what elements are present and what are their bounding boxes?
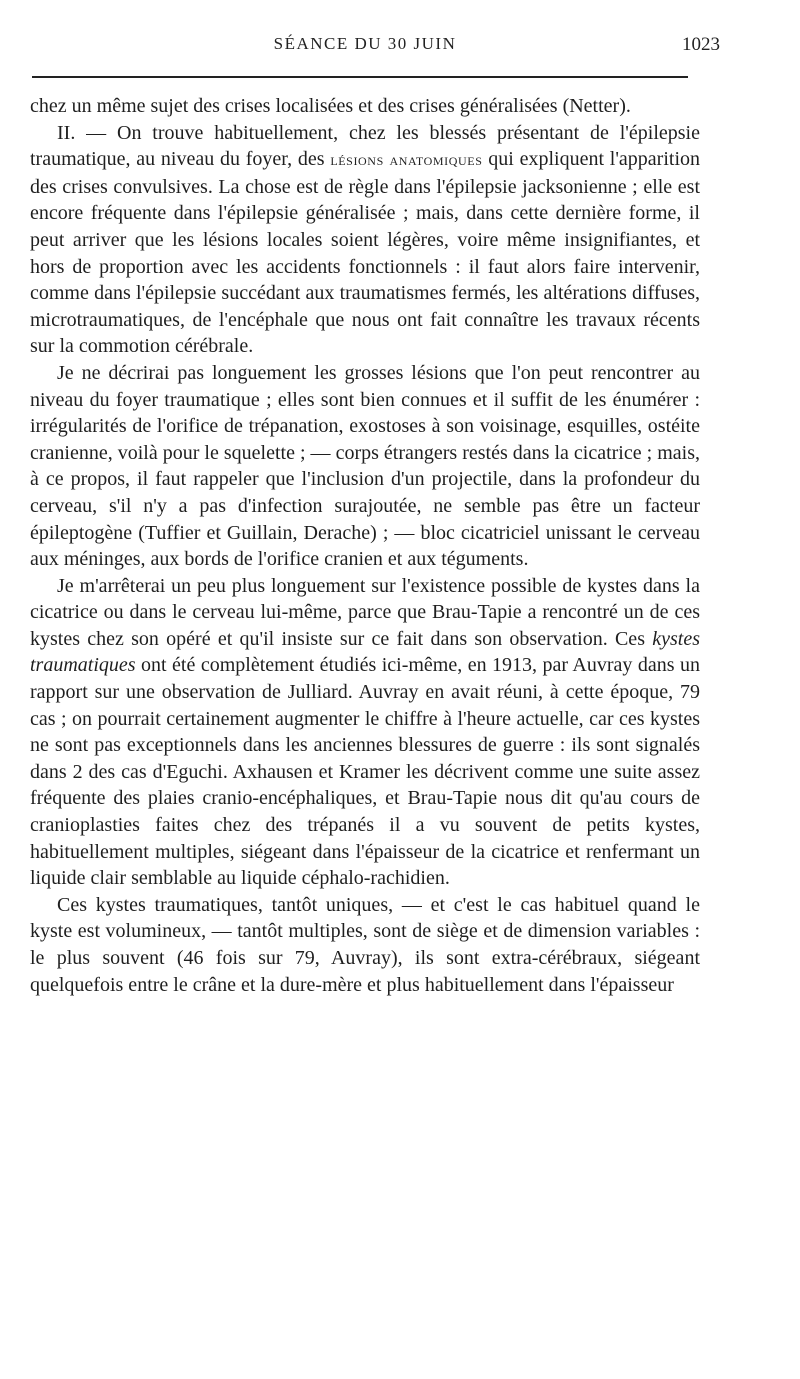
paragraph-4 (30, 573, 700, 892)
paragraph-2 (30, 120, 700, 360)
header-rule (32, 76, 688, 78)
page-number: 1023 (682, 34, 720, 55)
paragraph-5: Ces kystes traumatiques, tantôt uniques, — et c'est le cas habituel quand le kyste est volumineux, — tantôt multiples, sont de siège et de dimension variables : le plus souvent (46 fois sur 79, Auvray), ils sont extra-cérébraux, siégeant quelquefois entre le crâne et la dure-mère et plus habituellement dans l'épaisseur (30, 893, 700, 996)
paragraph-2-part-a: II. — On trouve habituellement, chez les blessés présentant de l'épilepsie traumatique, au niveau du foyer, des (30, 121, 700, 171)
running-head: SÉANCE DU 30 JUIN (273, 34, 457, 53)
body-text (30, 93, 700, 998)
paragraph-2-part-b: qui expliquent l'apparition des crises convulsives. La chose est de règle dans l'épilepsie jacksonienne ; elle est encore fréquente dans l'épilepsie généralisée ; mais, dans cette dernière forme, il peut arriver que les lésions locales soient légères, voire même insignifiantes, et hors de proportion avec les accidents fonctionnels : il faut alors faire intervenir, comme dans l'épilepsie succédant aux traumatismes fermés, les altérations diffuses, microtraumatiques, de l'encéphale que nous ont fait connaître les travaux récents sur la commotion cérébrale. (30, 148, 701, 358)
paragraph-1: chez un même sujet des crises localisées et des crises généralisées (Netter). (30, 95, 631, 117)
page-header (30, 34, 720, 64)
italic-term: kystes traumatiques (30, 627, 700, 677)
paragraph-3: Je ne décrirai pas longuement les grosses lésions que l'on peut rencontrer au niveau du foyer traumatique ; elles sont bien connues et il suffit de les énumérer : irrégularités de l'orifice de trépanation, exostoses à son voisinage, esquilles, ostéite cranienne, voilà pour le squelette ; — corps étrangers restés dans la cicatrice ; mais, à ce propos, il faut rappeler que l'inclusion d'un projectile, dans la profondeur du cerveau, s'il n'y a pas d'infection surajoutée, ne semble pas être un facteur épileptogène (Tuffier et Guillain, Derache) ; — bloc cicatriciel unissant le cerveau aux méninges, aux bords de l'orifice cranien et aux téguments. (30, 361, 700, 571)
paragraph-4-part-b: ont été complètement étudiés ici-même, en 1913, par Auvray dans un rapport sur une observation de Julliard. Auvray en avait réuni, à cette époque, 79 cas ; on pourrait certainement augmenter le chiffre à l'heure actuelle, car ces kystes ne sont pas exceptionnels dans les anciennes blessures de guerre : ils sont signalés dans 2 des cas d'Eguchi. Axhausen et Kramer les décrivent comme une suite assez fréquente des plaies cranio-encéphaliques, et Brau-Tapie nous dit qu'au cours de cranioplasties faites chez des trépanés il a vu souvent de petits kystes, habituellement multiples, siégeant dans l'épaisseur de la cicatrice et renfermant un liquide clair semblable au liquide céphalo-rachidien. (30, 654, 700, 890)
paragraph-4-part-a: Je m'arrêterai un peu plus longuement sur l'existence possible de kystes dans la cicatrice ou dans le cerveau lui-même, parce que Brau-Tapie a rencontré un de ces kystes chez son opéré et qu'il insiste sur ce fait dans son observation. Ces (30, 574, 700, 650)
small-caps-term: lésions anatomiques (330, 150, 483, 170)
